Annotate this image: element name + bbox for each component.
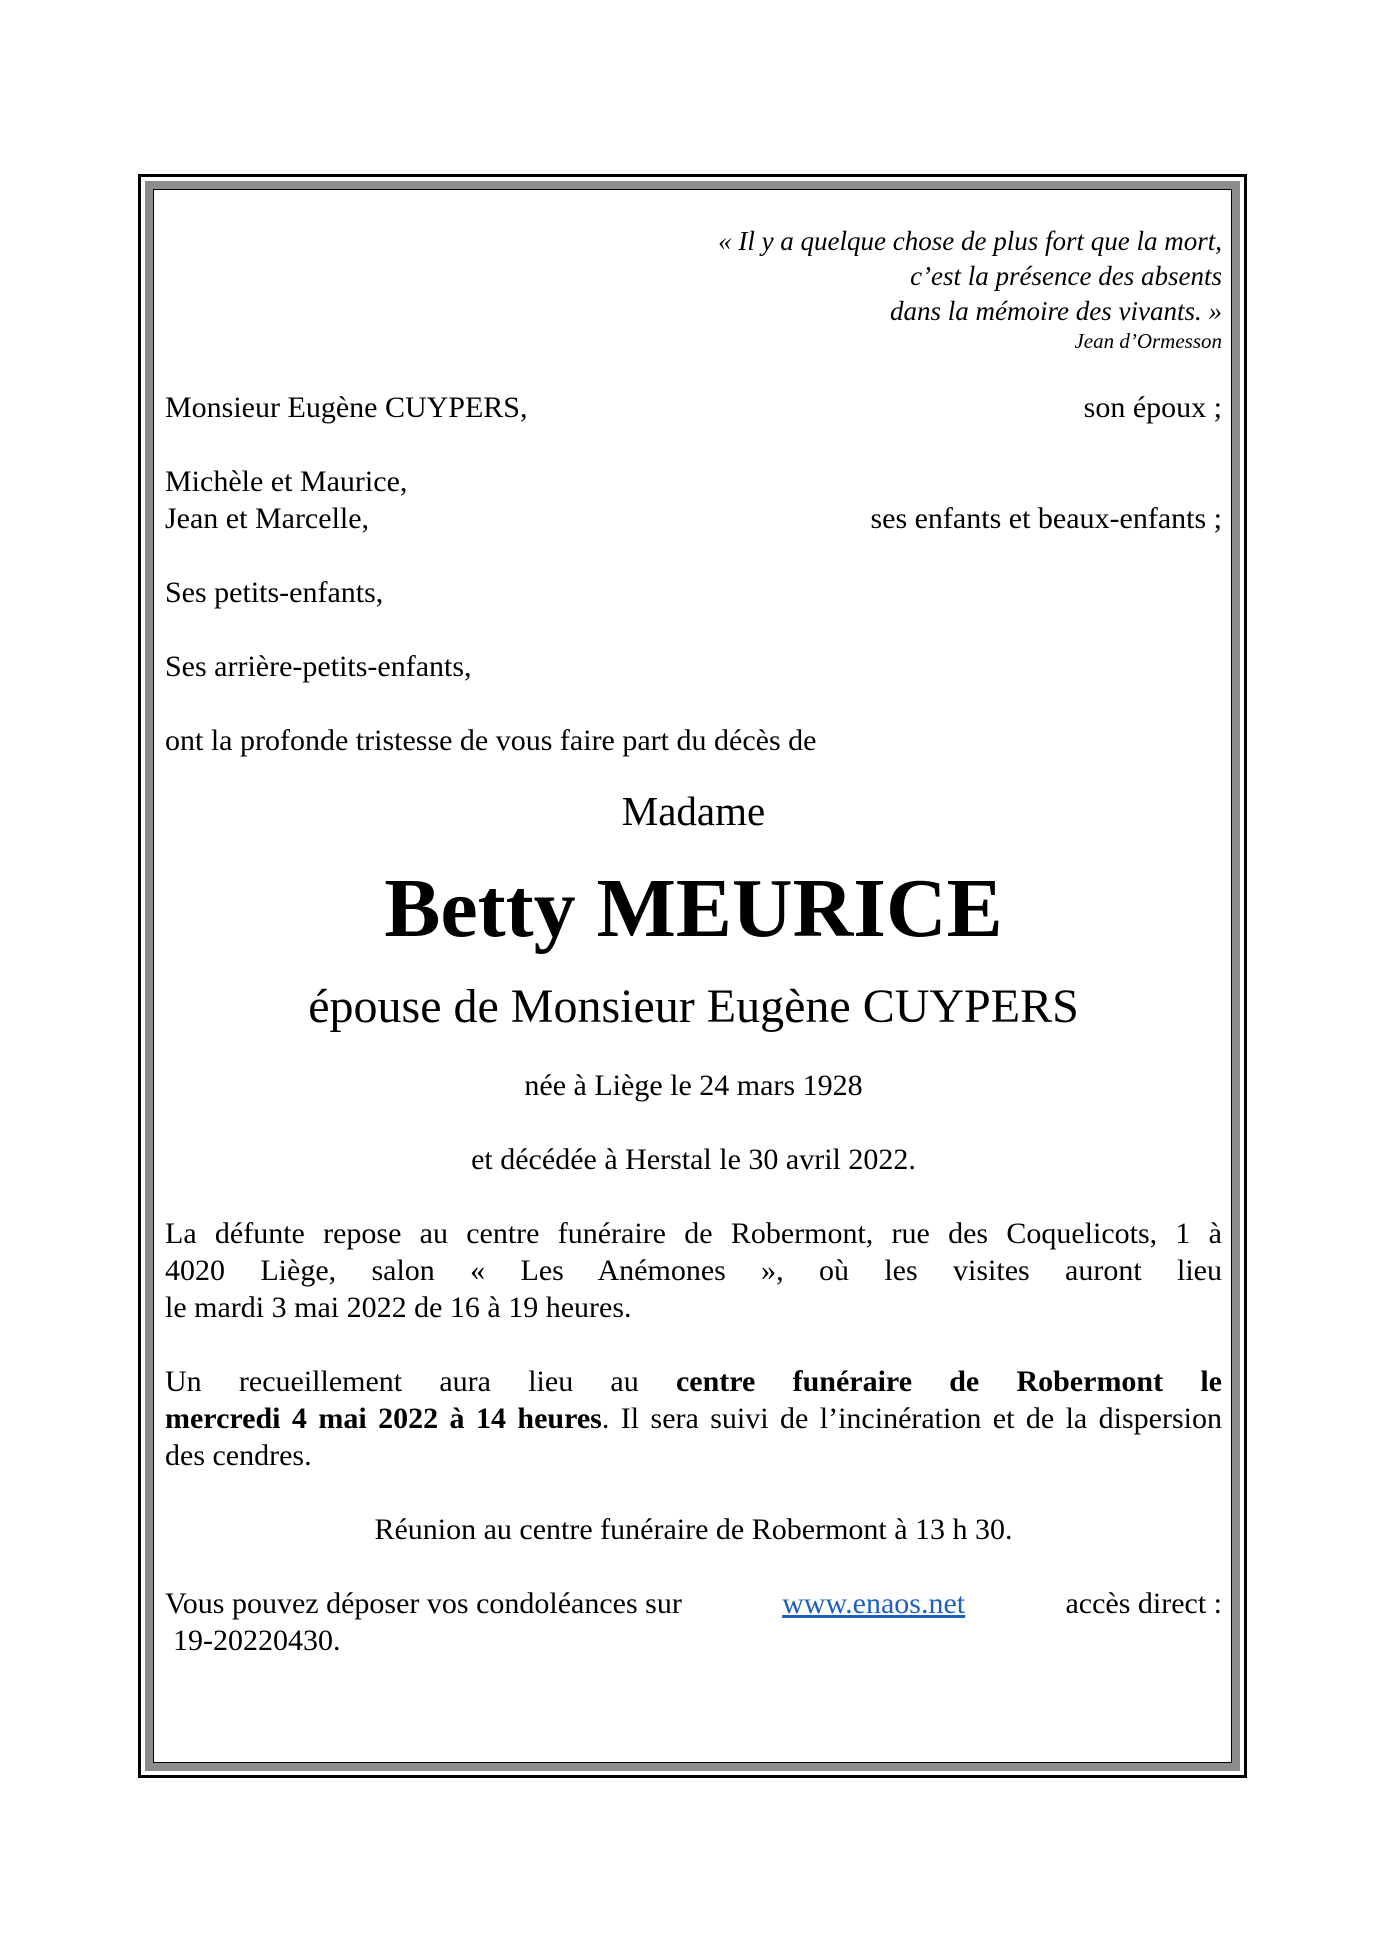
- quote-block: [165, 224, 1222, 353]
- spouse-name: Monsieur Eugène CUYPERS,: [165, 391, 528, 424]
- ceremony-line-3: des cendres.: [165, 1439, 312, 1472]
- quote-author: Jean d’Ormesson: [1074, 329, 1222, 353]
- ceremony-paragraph: [165, 1363, 1222, 1474]
- great-grandchildren: Ses arrière-petits-enfants,: [165, 650, 472, 683]
- quote-line-1: « Il y a quelque chose de plus fort que la mort,: [718, 226, 1222, 256]
- ceremony-prefix: Un recueillement aura lieu au: [165, 1365, 676, 1398]
- obituary-content: [165, 224, 1222, 1659]
- condolences-paragraph: [165, 1585, 1222, 1659]
- children-row: [165, 500, 1222, 537]
- death-info: et décédée à Herstal le 30 avril 2022.: [471, 1143, 916, 1176]
- visitation-line-1: La défunte repose au centre funéraire de Robermont, rue des Coquelicots, 1 à: [165, 1217, 1222, 1250]
- children-line-1: Michèle et Maurice,: [165, 465, 408, 498]
- children-line-2: Jean et Marcelle,: [165, 502, 370, 535]
- condolences-prefix: [165, 1585, 682, 1622]
- ceremony-rest-2: . Il sera suivi de l’incinération et de la dispersion: [601, 1402, 1223, 1435]
- children-relation: ses enfants et beaux-enfants ;: [870, 502, 1222, 535]
- spouse-relation: son époux ;: [1083, 391, 1222, 424]
- reunion-info: Réunion au centre funéraire de Robermont à 13 h 30.: [374, 1513, 1013, 1546]
- deceased-title: Madame: [621, 788, 766, 834]
- ceremony-line-1: [165, 1363, 1222, 1400]
- quote-line-2: c’est la présence des absents: [910, 261, 1222, 291]
- announcement: ont la profonde tristesse de vous faire part du décès de: [165, 724, 817, 757]
- visitation-line-3: le mardi 3 mai 2022 de 16 à 19 heures.: [165, 1291, 632, 1324]
- condolences-suffix: accès direct :: [1065, 1587, 1222, 1620]
- deceased-spouse-of: épouse de Monsieur Eugène CUYPERS: [308, 980, 1079, 1033]
- visitation-line-2: 4020 Liège, salon « Les Anémones », où les visites auront lieu: [165, 1254, 1222, 1287]
- spouse-row: [165, 389, 1222, 426]
- condolences-code: 19-20220430.: [173, 1624, 341, 1657]
- ceremony-bold-2: mercredi 4 mai 2022 à 14 heures: [165, 1402, 602, 1435]
- ceremony-line-2: [165, 1400, 1222, 1437]
- birth-info: née à Liège le 24 mars 1928: [524, 1069, 863, 1102]
- children-block: [165, 463, 1222, 537]
- condolences-link[interactable]: www.enaos.net: [782, 1587, 966, 1620]
- condolences-prefix-text: Vous pouvez déposer vos condoléances sur: [165, 1587, 682, 1620]
- deceased-name: Betty MEURICE: [384, 862, 1003, 955]
- ceremony-bold-1: centre funéraire de Robermont le: [675, 1365, 1222, 1398]
- grandchildren: Ses petits-enfants,: [165, 576, 384, 609]
- condolences-line-1: [165, 1585, 1222, 1622]
- visitation-paragraph: [165, 1215, 1222, 1326]
- quote-line-3: dans la mémoire des vivants. »: [890, 296, 1222, 326]
